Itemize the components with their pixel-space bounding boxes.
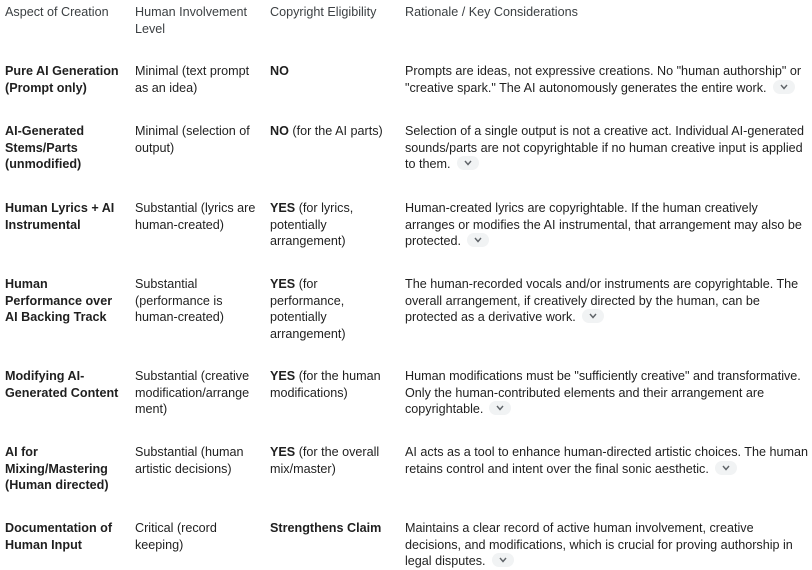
- rationale-text: Selection of a single output is not a creative act. Individual AI-generated sounds/parts are not copyrightable if no human creative input is applied to them.: [405, 124, 805, 171]
- chevron-down-icon: [589, 313, 597, 319]
- row-rationale: [405, 444, 810, 477]
- expand-button[interactable]: [489, 401, 511, 415]
- row-aspect: Human Lyrics + AI Instrumental: [5, 201, 115, 232]
- row-aspect: AI-Generated Stems/Parts (unmodified): [5, 124, 85, 171]
- row-rationale: [405, 63, 810, 96]
- row-aspect: AI for Mixing/Mastering (Human directed): [5, 445, 109, 492]
- expand-button[interactable]: [467, 233, 489, 247]
- eligibility-detail: (for the human modifications): [270, 369, 381, 400]
- chevron-down-icon: [722, 465, 730, 471]
- header-involvement: Human Involvement Level: [135, 5, 247, 36]
- row-eligibility: [270, 368, 390, 401]
- row-involvement: Substantial (performance is human-created): [135, 277, 224, 324]
- row-eligibility: [270, 520, 390, 537]
- chevron-down-icon: [464, 160, 472, 166]
- rationale-text: Human-created lyrics are copyrightable. If the human creatively arranges or modifies the AI instrumental, that arrangement may also be protected.: [405, 201, 802, 248]
- eligibility-verdict: YES: [270, 201, 296, 215]
- row-involvement: Critical (record keeping): [135, 521, 217, 552]
- row-eligibility: [270, 123, 390, 140]
- eligibility-verdict: YES: [270, 445, 296, 459]
- row-aspect: Modifying AI-Generated Content: [5, 369, 119, 400]
- row-involvement: Minimal (selection of output): [135, 124, 250, 155]
- row-eligibility: [270, 444, 390, 477]
- chevron-down-icon: [496, 405, 504, 411]
- expand-button[interactable]: [773, 80, 795, 94]
- rationale-text: Prompts are ideas, not expressive creations. No "human authorship" or "creative spark." The AI autonomously generates the entire work.: [405, 64, 802, 95]
- rationale-text: Human modifications must be "sufficiently creative" and transformative. Only the human-contributed elements and their arrangement are copyrightable.: [405, 369, 801, 416]
- expand-button[interactable]: [457, 156, 479, 170]
- row-aspect: Pure AI Generation (Prompt only): [5, 64, 119, 95]
- rationale-text: AI acts as a tool to enhance human-directed artistic choices. The human retains control and intent over the final sonic aesthetic.: [405, 445, 808, 476]
- row-eligibility: [270, 63, 390, 80]
- row-rationale: [405, 200, 810, 250]
- eligibility-verdict: YES: [270, 277, 296, 291]
- header-aspect: Aspect of Creation: [5, 5, 109, 19]
- header-eligibility: Copyright Eligibility: [270, 5, 377, 19]
- header-rationale: Rationale / Key Considerations: [405, 5, 578, 19]
- expand-button[interactable]: [582, 309, 604, 323]
- row-rationale: [405, 520, 810, 570]
- eligibility-detail: (for the AI parts): [288, 124, 383, 138]
- rationale-text: Maintains a clear record of active human involvement, creative decisions, and modifications, which is crucial for proving authorship in legal disputes.: [405, 521, 793, 568]
- eligibility-verdict: YES: [270, 369, 296, 383]
- chevron-down-icon: [780, 84, 788, 90]
- row-involvement: Substantial (lyrics are human-created): [135, 201, 256, 232]
- row-involvement: Minimal (text prompt as an idea): [135, 64, 250, 95]
- eligibility-verdict: Strengthens Claim: [270, 521, 382, 535]
- row-involvement: Substantial (human artistic decisions): [135, 445, 244, 476]
- rationale-text: The human-recorded vocals and/or instruments are copyrightable. The overall arrangement, if creatively directed by the human, can be protected as a derivative work.: [405, 277, 799, 324]
- expand-button[interactable]: [715, 461, 737, 475]
- eligibility-verdict: NO: [270, 124, 289, 138]
- eligibility-verdict: NO: [270, 64, 289, 78]
- row-rationale: [405, 123, 810, 173]
- row-rationale: [405, 368, 810, 418]
- row-aspect: Human Performance over AI Backing Track: [5, 277, 113, 324]
- eligibility-detail: (for the overall mix/master): [270, 445, 380, 476]
- eligibility-detail: (for lyrics, potentially arrangement): [270, 201, 354, 248]
- row-aspect: Documentation of Human Input: [5, 521, 113, 552]
- expand-button[interactable]: [492, 553, 514, 567]
- eligibility-detail: (for performance, potentially arrangement): [270, 277, 346, 341]
- chevron-down-icon: [499, 557, 507, 563]
- chevron-down-icon: [474, 237, 482, 243]
- row-eligibility: [270, 200, 390, 250]
- row-eligibility: [270, 276, 390, 342]
- row-rationale: [405, 276, 810, 326]
- row-involvement: Substantial (creative modification/arrange ment): [135, 369, 250, 416]
